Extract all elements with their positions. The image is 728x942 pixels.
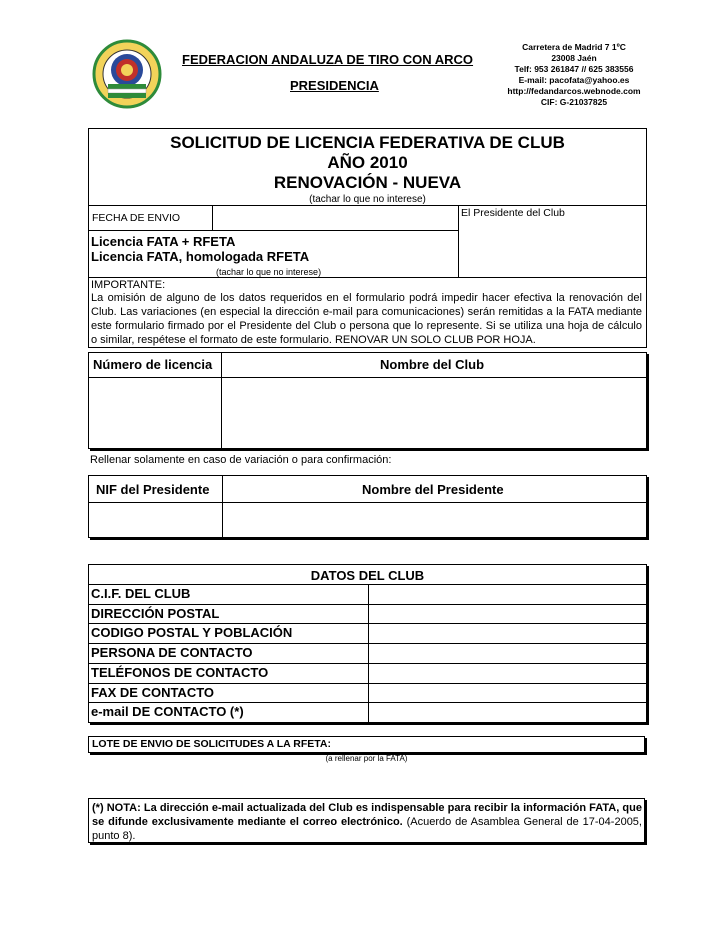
form-year: AÑO 2010 [327, 153, 408, 172]
nota-normal: (Acuerdo de Asamblea General de 17-04-2005, punto 8). [92, 816, 642, 842]
lote-label: LOTE DE ENVIO DE SOLICITUDES A LA RFETA: [92, 738, 331, 750]
club-row-label: e-mail DE CONTACTO (*) [91, 704, 244, 719]
city-line: 23008 Jaén [551, 53, 597, 63]
federation-logo [92, 36, 162, 112]
club-row-label: FAX DE CONTACTO [91, 685, 215, 700]
nif-field[interactable] [89, 503, 221, 537]
importante-title: IMPORTANTE: [91, 279, 166, 291]
form-title: SOLICITUD DE LICENCIA FEDERATIVA DE CLUB [170, 133, 565, 152]
signature-area[interactable] [459, 220, 645, 276]
club-row-field[interactable] [369, 644, 646, 662]
strike-note-2: (tachar lo que no interese) [216, 267, 322, 277]
club-name-header: Nombre del Club [380, 357, 485, 372]
nota-text [92, 801, 642, 843]
club-row-label: DIRECCIÓN POSTAL [91, 606, 220, 621]
club-row-label: C.I.F. DEL CLUB [91, 586, 191, 601]
importante-text: La omisión de alguno de los datos requeridos en el formulario podrá impedir hacer efectiva la renovación del Club. Las variaciones (en especial la dirección e-mail para comunicaciones) serán remitidas a la FATA mediante este formulario firmado por el Presidente del Club o persona que lo represente. Si se utiliza una hoja de cálculo o similar, respétese el formato de este formulario. RENOVAR UN SOLO CLUB POR HOJA. [91, 292, 642, 346]
licencia-option-1[interactable]: Licencia FATA + RFETA [91, 234, 236, 249]
nota-bold: (*) NOTA: La dirección e-mail actualizada del Club es indispensable para recibir la información FATA, que se difunde exclusivamente mediante el correo electrónico. [92, 802, 642, 828]
club-row-label: PERSONA DE CONTACTO [91, 645, 253, 660]
lote-note: (a rellenar por la FATA) [325, 754, 408, 763]
variation-note: Rellenar solamente en caso de variación o para confirmación: [90, 454, 392, 466]
email-line: E-mail: pacofata@yahoo.es [518, 75, 630, 85]
cif-line: CIF: G-21037825 [540, 97, 608, 107]
fecha-envio-field[interactable] [213, 206, 457, 229]
org-name: FEDERACION ANDALUZA DE TIRO CON ARCO [182, 52, 474, 67]
presidente-club-label: El Presidente del Club [461, 207, 565, 219]
club-row-field[interactable] [369, 684, 646, 702]
form-type: RENOVACIÓN - NUEVA [273, 173, 462, 192]
nif-header: NIF del Presidente [96, 482, 210, 497]
address-line: Carretera de Madrid 7 1ºC [522, 42, 626, 52]
president-name-field[interactable] [223, 503, 646, 537]
club-row-field[interactable] [369, 703, 646, 721]
fecha-envio-label: FECHA DE ENVIO [92, 212, 181, 224]
department: PRESIDENCIA [290, 78, 379, 93]
contact-block [496, 42, 652, 108]
club-row-label: CODIGO POSTAL Y POBLACIÓN [91, 625, 293, 640]
club-row-label: TELÉFONOS DE CONTACTO [91, 665, 269, 680]
club-data-title: DATOS DEL CLUB [310, 568, 425, 583]
licence-number-field[interactable] [89, 378, 220, 448]
licencia-option-2[interactable]: Licencia FATA, homologada RFETA [91, 249, 310, 264]
phone-line: Telf: 953 261847 // 625 383556 [514, 64, 634, 74]
president-name-header: Nombre del Presidente [362, 482, 504, 497]
strike-note: (tachar lo que no interese) [309, 194, 426, 205]
licence-number-header: Número de licencia [93, 357, 213, 372]
club-name-field[interactable] [222, 378, 646, 448]
club-row-field[interactable] [369, 664, 646, 682]
club-row-field[interactable] [369, 605, 646, 623]
club-row-field[interactable] [369, 585, 646, 603]
website-line: http://fedandarcos.webnode.com [507, 86, 641, 96]
club-row-field[interactable] [369, 624, 646, 642]
